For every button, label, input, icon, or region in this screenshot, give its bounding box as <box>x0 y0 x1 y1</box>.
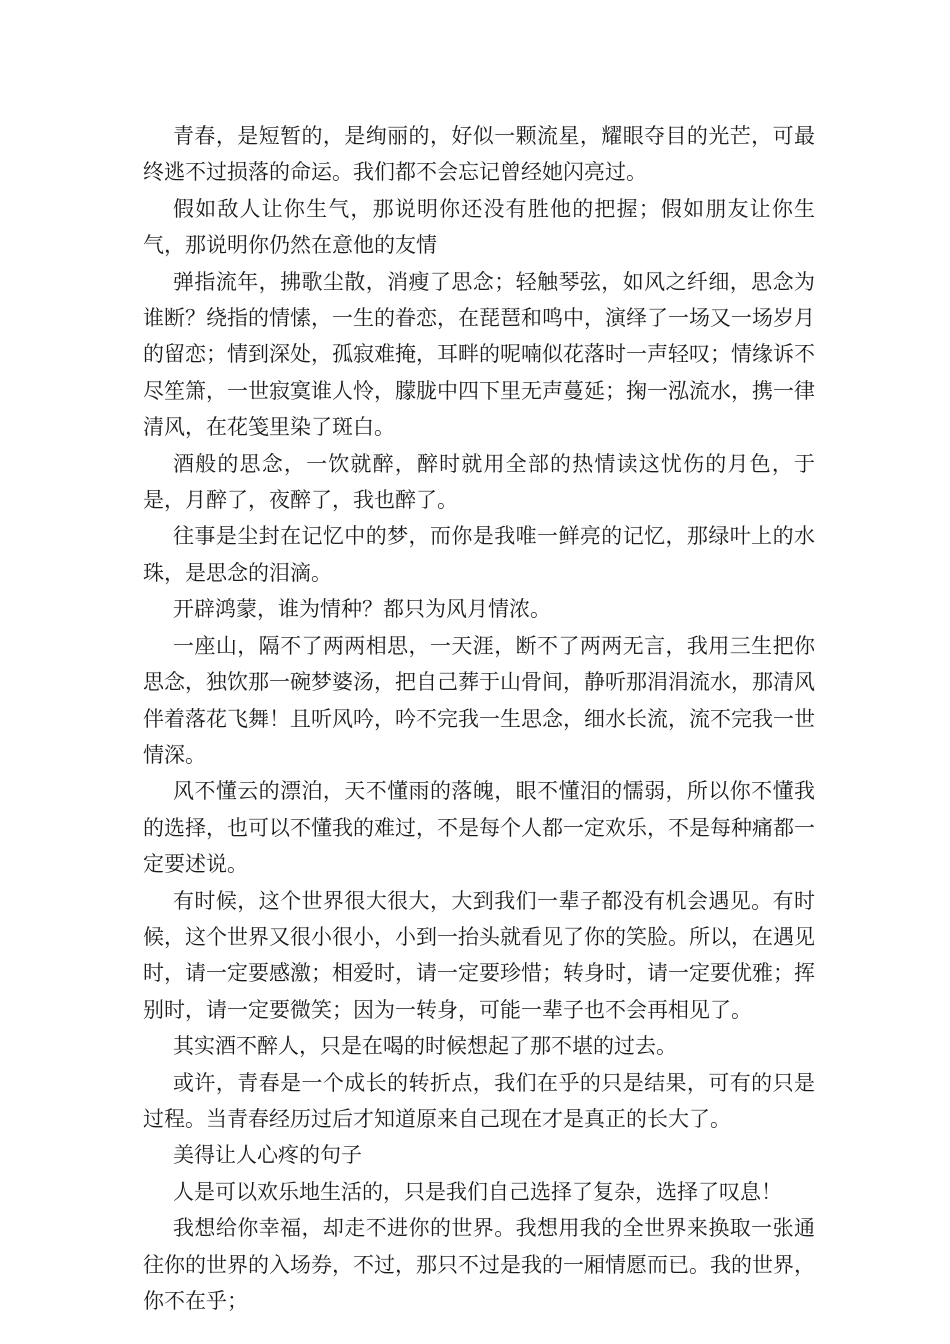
paragraph-13: 人是可以欢乐地生活的，只是我们自己选择了复杂，选择了叹息！ <box>173 1179 782 1204</box>
paragraph-2: 假如敌人让你生气，那说明你还没有胜他的把握；假如朋友让你生气，那说明你仍然在意他的友情 <box>143 196 815 258</box>
paragraph-3: 弹指流年，拂歌尘散，消瘦了思念；轻触琴弦，如风之纤细，思念为谁断？绕指的情愫，一生的眷恋，在琵琶和鸣中，演绎了一场又一场岁月的留恋；情到深处，孤寂难掩，耳畔的呢喃似花落时一声轻叹；情缘诉不尽笙箫，一世寂寞谁人怜，朦胧中四下里无声蔓延；掬一泓流水，携一律清风，在花笺里染了斑白。 <box>143 269 815 440</box>
paragraph-9: 有时候，这个世界很大很大，大到我们一辈子都没有机会遇见。有时候，这个世界又很小很小，小到一抬头就看见了你的笑脸。所以，在遇见时，请一定要感激；相爱时，请一定要珍惜；转身时，请一定要优雅；挥别时，请一定要微笑；因为一转身，可能一辈子也不会再相见了。 <box>143 888 815 1022</box>
paragraph-10: 其实酒不醉人，只是在喝的时候想起了那不堪的过去。 <box>173 1034 677 1059</box>
paragraph-8: 风不懂云的漂泊，天不懂雨的落魄，眼不懂泪的懦弱，所以你不懂我的选择，也可以不懂我的难过，不是每个人都一定欢乐，不是每种痛都一定要述说。 <box>143 779 815 877</box>
paragraph-7: 一座山，隔不了两两相思，一天涯，断不了两两无言，我用三生把你思念，独饮那一碗梦婆汤，把自己葬于山骨间，静听那涓涓流水，那清风伴着落花飞舞！且听风吟，吟不完我一生思念，细水长流，流不完我一世情深。 <box>143 633 815 767</box>
paragraph-14: 我想给你幸福，却走不进你的世界。我想用我的全世界来换取一张通往你的世界的入场券，不过，那只不过是我的一厢情愿而已。我的世界，你不在乎； <box>143 1216 815 1313</box>
paragraph-4: 酒般的思念，一饮就醉，醉时就用全部的热情读这忧伤的月色，于是，月醉了，夜醉了，我也醉了。 <box>143 451 815 513</box>
paragraph-6: 开辟鸿蒙，谁为情种？都只为风月情浓。 <box>173 597 551 622</box>
paragraph-1: 青春，是短暂的，是绚丽的，好似一颗流星，耀眼夺目的光芒，可最终逃不过损落的命运。我们都不会忘记曾经她闪亮过。 <box>143 124 815 185</box>
document-body <box>143 118 815 1319</box>
paragraph-11: 或许，青春是一个成长的转折点，我们在乎的只是结果，可有的只是过程。当青春经历过后才知道原来自己现在才是真正的长大了。 <box>143 1070 815 1131</box>
section-heading: 美得让人心疼的句子 <box>173 1143 362 1168</box>
paragraph-5: 往事是尘封在记忆中的梦，而你是我唯一鲜亮的记忆，那绿叶上的水珠，是思念的泪滴。 <box>143 524 815 585</box>
